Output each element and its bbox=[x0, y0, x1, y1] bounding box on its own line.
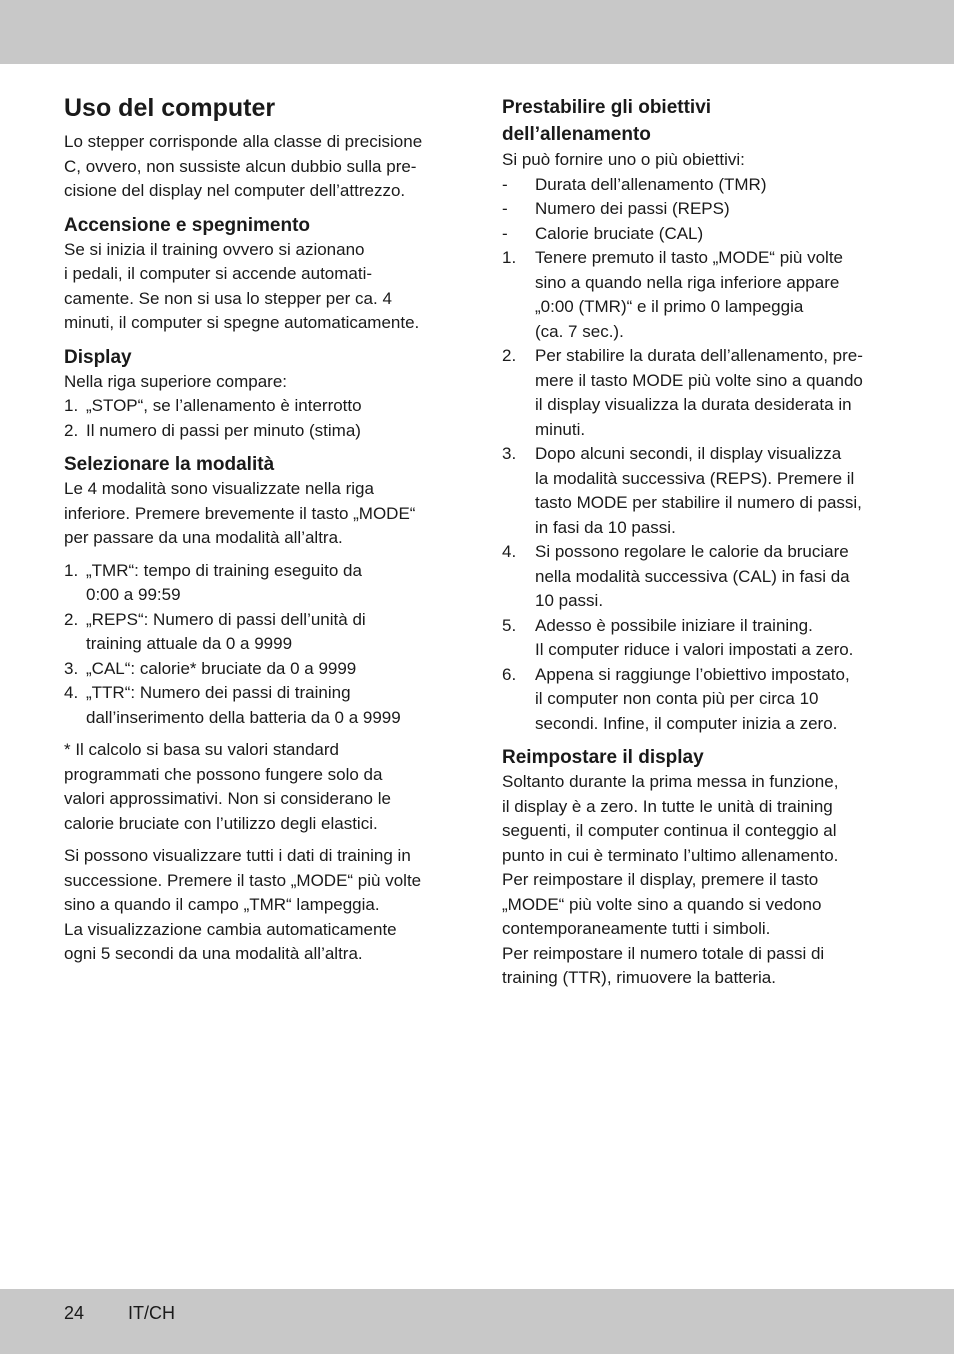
list-text: il computer non conta più per circa 10 bbox=[535, 689, 819, 708]
list-number: 4. bbox=[502, 542, 517, 561]
text-line: contemporaneamente tutti i simboli. bbox=[502, 919, 771, 938]
goals-step-list bbox=[502, 246, 894, 736]
heading-line: Prestabilire gli obiettivi bbox=[502, 97, 712, 118]
list-number: 1. bbox=[64, 396, 79, 415]
list-text: Numero dei passi (REPS) bbox=[535, 199, 730, 218]
section-heading-display: Display bbox=[64, 346, 132, 368]
page-title: Uso del computer bbox=[64, 94, 276, 122]
text-line: ogni 5 secondi da una modalità all’altra. bbox=[64, 944, 363, 963]
power-paragraph bbox=[64, 238, 456, 336]
text-line: Per reimpostare il display, premere il tasto bbox=[502, 870, 819, 889]
list-text: Adesso è possibile iniziare il training. bbox=[535, 615, 813, 635]
list-text: in fasi da 10 passi. bbox=[535, 517, 676, 537]
header-band bbox=[0, 0, 954, 64]
text-line: minuti, il computer si spegne automaticamente. bbox=[64, 313, 420, 332]
list-text: „CAL“: calorie* bruciate da 0 a 9999 bbox=[86, 658, 357, 678]
list-item bbox=[64, 681, 456, 730]
list-text: dall’inserimento della batteria da 0 a 9999 bbox=[86, 707, 401, 727]
text-line: „MODE“ più volte sino a quando si vedono bbox=[502, 894, 822, 914]
section-heading-reset: Reimpostare il display bbox=[502, 747, 704, 768]
list-text: tasto MODE per stabilire il numero di passi, bbox=[535, 493, 862, 512]
list-text: (ca. 7 sec.). bbox=[535, 321, 624, 341]
reset-paragraph bbox=[502, 770, 894, 991]
bullet-dash: - bbox=[502, 223, 508, 243]
text-line: C, ovvero, non sussiste alcun dubbio sulla pre- bbox=[64, 156, 417, 176]
text-line: sino a quando il campo „TMR“ lampeggia. bbox=[64, 895, 380, 914]
text-line: calorie bruciate con l’utilizzo degli elastici. bbox=[64, 813, 378, 833]
list-item bbox=[64, 419, 456, 444]
list-item bbox=[502, 197, 894, 222]
list-text: nella modalità successiva (CAL) in fasi da bbox=[535, 566, 850, 586]
text-line: valori approssimativi. Non si considerano le bbox=[64, 789, 391, 808]
list-item bbox=[502, 246, 894, 344]
list-number: 2. bbox=[502, 346, 517, 365]
list-text: Si possono regolare le calorie da bruciare bbox=[535, 542, 849, 561]
section-heading-mode: Selezionare la modalità bbox=[64, 454, 275, 475]
list-number: 3. bbox=[64, 658, 79, 678]
list-text: „TMR“: tempo di training eseguito da bbox=[86, 560, 362, 580]
right-column bbox=[502, 94, 894, 991]
list-number: 1. bbox=[502, 248, 517, 267]
bullet-dash: - bbox=[502, 174, 508, 194]
text-line: inferiore. Premere brevemente il tasto „MODE“ bbox=[64, 503, 416, 523]
list-text: minuti. bbox=[535, 419, 586, 439]
list-item bbox=[64, 559, 456, 608]
left-column bbox=[64, 92, 456, 967]
goals-bullet-list bbox=[502, 173, 894, 247]
text-line: Per reimpostare il numero totale di passi di bbox=[502, 943, 825, 963]
text-line: training (TTR), rimuovere la batteria. bbox=[502, 968, 776, 987]
list-item bbox=[64, 657, 456, 682]
footnote bbox=[64, 738, 456, 836]
list-text: Il computer riduce i valori impostati a zero. bbox=[535, 640, 854, 659]
text-line: seguenti, il computer continua il conteggio al bbox=[502, 821, 837, 840]
list-text: 0:00 a 99:59 bbox=[86, 585, 181, 604]
text-line: camente. Se non si usa lo stepper per ca. 4 bbox=[64, 288, 392, 308]
text-line: Le 4 modalità sono visualizzate nella riga bbox=[64, 479, 374, 498]
section-heading-power: Accensione e spegnimento bbox=[64, 214, 311, 236]
list-number: 4. bbox=[64, 683, 79, 702]
mode-paragraph bbox=[64, 477, 456, 551]
list-number: 3. bbox=[502, 444, 517, 463]
text-line: successione. Premere il tasto „MODE“ più volte bbox=[64, 870, 422, 890]
text-line: punto in cui è terminato l’ultimo allenamento. bbox=[502, 845, 839, 865]
list-text: secondi. Infine, il computer inizia a zero. bbox=[535, 713, 838, 733]
text-line: Lo stepper corrisponde alla classe di precisione bbox=[64, 132, 423, 151]
text-line: i pedali, il computer si accende automati- bbox=[64, 264, 373, 283]
text-line: Se si inizia il training ovvero si azionano bbox=[64, 239, 365, 259]
list-text: Tenere premuto il tasto „MODE“ più volte bbox=[535, 248, 844, 267]
display-intro: Nella riga superiore compare: bbox=[64, 371, 287, 391]
list-text: Per stabilire la durata dell’allenamento, pre- bbox=[535, 346, 863, 365]
list-item bbox=[64, 608, 456, 657]
list-text: Calorie bruciate (CAL) bbox=[535, 223, 704, 243]
list-text: Durata dell’allenamento (TMR) bbox=[535, 174, 767, 194]
list-text: „STOP“, se l’allenamento è interrotto bbox=[86, 396, 362, 415]
display-list bbox=[64, 394, 456, 443]
text-line: Soltanto durante la prima messa in funzione, bbox=[502, 772, 839, 791]
page-number: 24 bbox=[64, 1303, 85, 1323]
text-line: cisione del display nel computer dell’attrezzo. bbox=[64, 181, 406, 200]
list-number: 6. bbox=[502, 664, 517, 684]
list-item bbox=[502, 173, 894, 198]
list-text: „TTR“: Numero dei passi di training bbox=[86, 683, 351, 702]
language-code: IT/CH bbox=[128, 1303, 175, 1323]
list-item bbox=[502, 663, 894, 737]
text-line: programmati che possono fungere solo da bbox=[64, 764, 383, 784]
list-number: 1. bbox=[64, 560, 79, 580]
list-number: 5. bbox=[502, 615, 517, 635]
list-text: sino a quando nella riga inferiore appare bbox=[535, 272, 840, 292]
list-item bbox=[64, 394, 456, 419]
list-number: 2. bbox=[64, 420, 79, 440]
list-number: 2. bbox=[64, 609, 79, 629]
list-text: Dopo alcuni secondi, il display visualizza bbox=[535, 444, 842, 463]
text-line: il display è a zero. In tutte le unità di training bbox=[502, 796, 833, 816]
list-text: la modalità successiva (REPS). Premere il bbox=[535, 468, 855, 488]
list-item bbox=[502, 442, 894, 540]
list-text: „0:00 (TMR)“ e il primo 0 lampeggia bbox=[535, 297, 804, 316]
text-line: * Il calcolo si basa su valori standard bbox=[64, 740, 339, 759]
list-text: Il numero di passi per minuto (stima) bbox=[86, 420, 361, 440]
mode-list bbox=[64, 559, 456, 731]
list-item bbox=[502, 344, 894, 442]
section-heading-goals bbox=[502, 94, 894, 148]
list-text: training attuale da 0 a 9999 bbox=[86, 634, 293, 653]
text-line: La visualizzazione cambia automaticamente bbox=[64, 919, 397, 939]
intro-paragraph bbox=[64, 130, 456, 204]
list-text: 10 passi. bbox=[535, 591, 604, 610]
list-item bbox=[502, 540, 894, 614]
goals-intro: Si può fornire uno o più obiettivi: bbox=[502, 150, 745, 169]
bullet-dash: - bbox=[502, 199, 508, 218]
list-text: „REPS“: Numero di passi dell’unità di bbox=[86, 609, 366, 629]
text-line: per passare da una modalità all’altra. bbox=[64, 528, 343, 547]
sequence-paragraph bbox=[64, 844, 456, 967]
list-text: il display visualizza la durata desiderata in bbox=[535, 395, 852, 414]
list-item bbox=[502, 222, 894, 247]
list-item bbox=[502, 614, 894, 663]
list-text: Appena si raggiunge l’obiettivo impostato, bbox=[535, 664, 850, 684]
text-line: Si possono visualizzare tutti i dati di training in bbox=[64, 846, 411, 865]
list-text: mere il tasto MODE più volte sino a quando bbox=[535, 370, 863, 390]
heading-line: dell’allenamento bbox=[502, 124, 651, 145]
